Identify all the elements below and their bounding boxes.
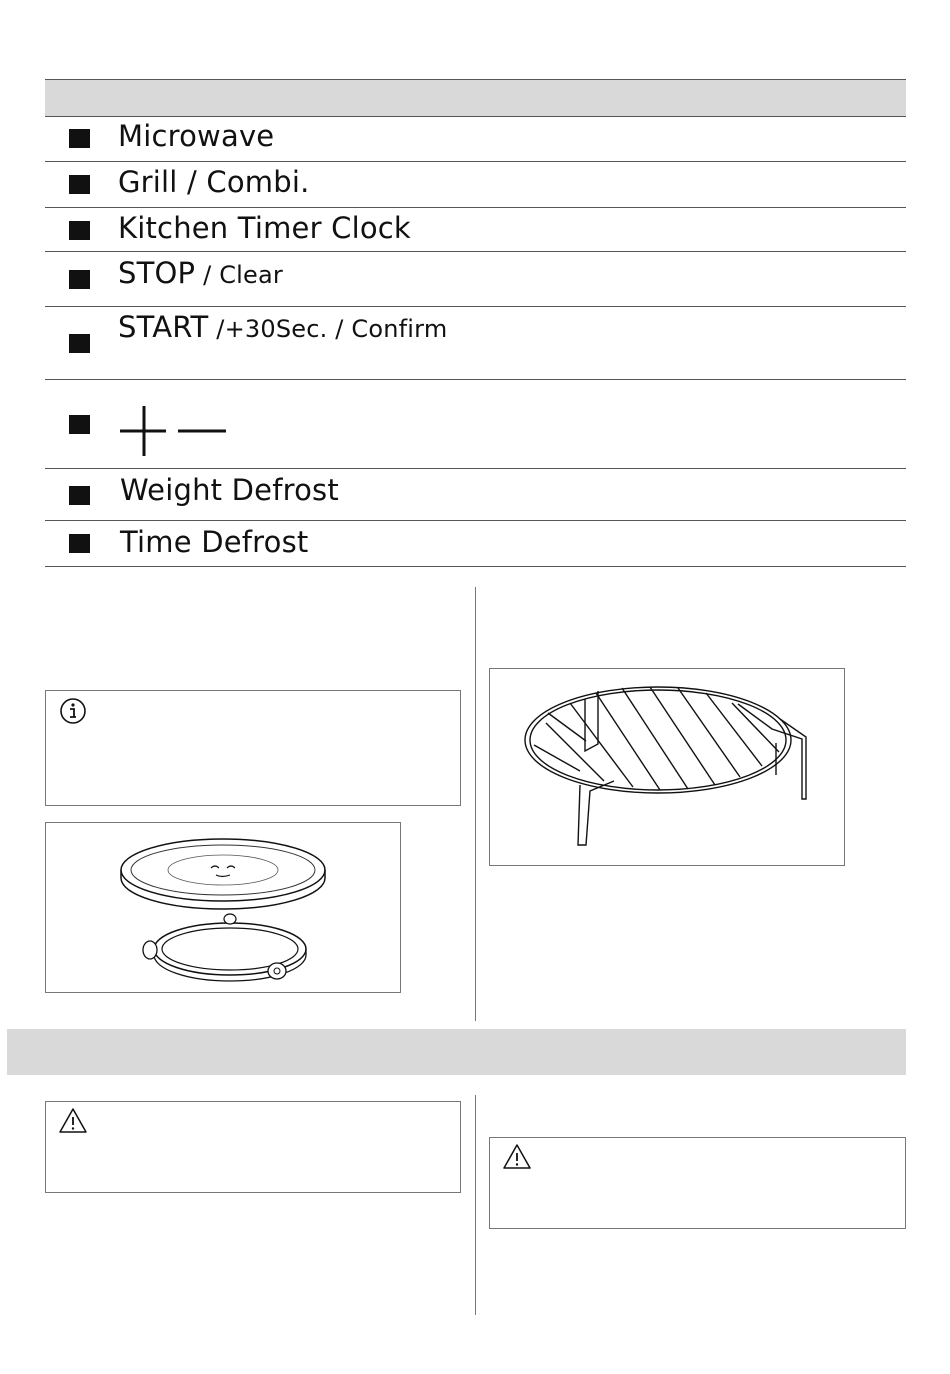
column-divider	[475, 587, 476, 1021]
info-icon	[59, 697, 87, 725]
bullet-square	[69, 415, 90, 434]
start-label: START	[118, 310, 209, 344]
warning-icon	[502, 1143, 532, 1171]
row-label-stop-clear	[118, 256, 283, 290]
row-label-kitchen-timer-clock: Kitchen Timer Clock	[118, 211, 411, 245]
plus-minus-icon	[118, 404, 230, 458]
info-note-box	[45, 690, 461, 806]
warning-note-box	[489, 1137, 906, 1229]
bullet-square	[69, 270, 90, 289]
section-header-band	[7, 1029, 906, 1075]
row-label-microwave: Microwave	[118, 119, 275, 153]
bullet-square	[69, 129, 90, 148]
row-label-start-confirm	[118, 310, 448, 344]
warning-icon	[58, 1107, 88, 1135]
bullet-square	[69, 486, 90, 505]
table-header-band	[45, 79, 906, 117]
warning-note-box	[45, 1101, 461, 1193]
clear-label: / Clear	[195, 261, 283, 289]
stop-label: STOP	[118, 256, 196, 290]
bullet-square	[69, 534, 90, 553]
bullet-square	[69, 221, 90, 240]
row-label-grill-combi: Grill / Combi.	[118, 165, 310, 199]
row-label-time-defrost: Time Defrost	[120, 525, 309, 559]
column-divider	[475, 1095, 476, 1315]
confirm-label: /+30Sec. / Confirm	[208, 315, 448, 343]
row-label-weight-defrost: Weight Defrost	[120, 473, 339, 507]
grill-rack-illustration	[490, 669, 844, 865]
bullet-square	[69, 175, 90, 194]
bullet-square	[69, 334, 90, 353]
turntable-illustration	[46, 823, 400, 992]
